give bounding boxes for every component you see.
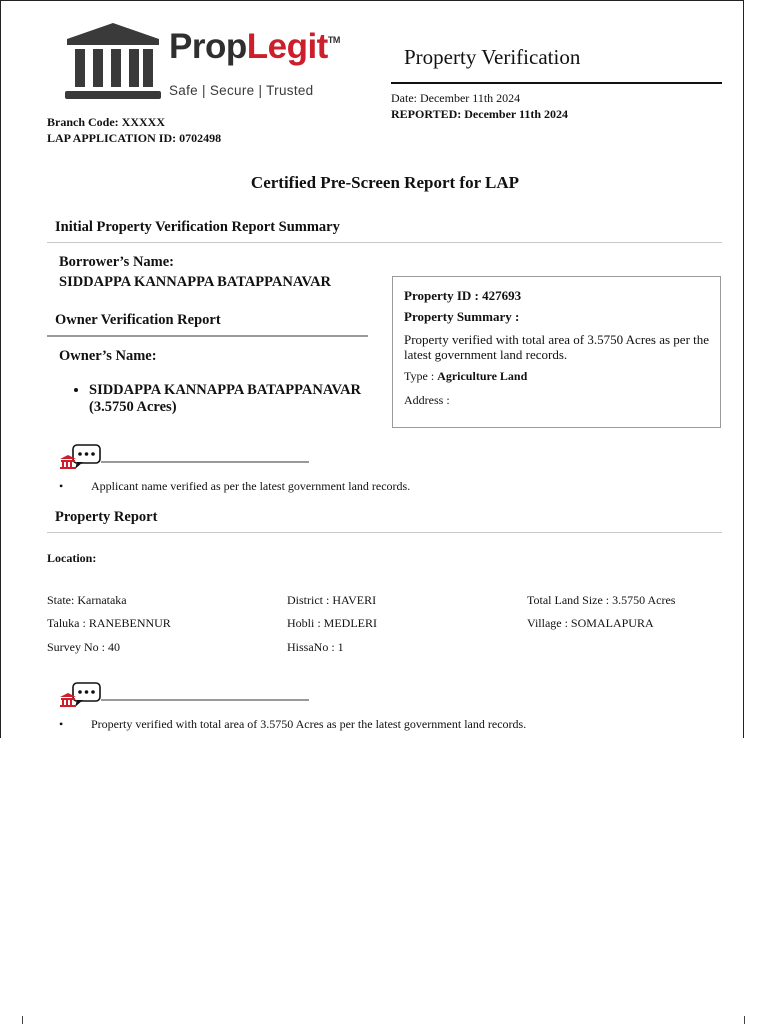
total-land-field: Total Land Size : 3.5750 Acres bbox=[527, 593, 676, 607]
report-title: Certified Pre-Screen Report for LAP bbox=[250, 173, 520, 192]
lap-application-id: LAP APPLICATION ID: 0702498 bbox=[47, 131, 222, 145]
owner-remark: Applicant name verified as per the latest government land records. bbox=[91, 479, 411, 493]
bullet-glyph: • bbox=[59, 717, 64, 731]
property-id: Property ID : 427693 bbox=[404, 288, 522, 303]
page-title: Property Verification bbox=[404, 45, 581, 69]
property-summary-text: Property verified with total area of 3.5750 Acres as per the latest government land records. bbox=[404, 332, 710, 362]
report-date: Date: December 11th 2024 bbox=[391, 91, 521, 105]
branch-code: Branch Code: XXXXX bbox=[47, 115, 165, 129]
location-label: Location: bbox=[47, 551, 97, 565]
owner-list bbox=[73, 382, 373, 416]
header-divider bbox=[391, 82, 722, 84]
proplegit-logo bbox=[63, 21, 363, 103]
owner-label: Owner’s Name: bbox=[59, 348, 157, 364]
property-summary-box bbox=[392, 276, 721, 428]
bank-chat-icon bbox=[59, 444, 103, 470]
survey-field: Survey No : 40 bbox=[47, 640, 120, 654]
summary-heading: Initial Property Verification Report Summary bbox=[55, 219, 340, 235]
taluka-field: Taluka : RANEBENNUR bbox=[47, 616, 171, 630]
state-field: State: Karnataka bbox=[47, 593, 127, 607]
property-type: Type : Agriculture Land bbox=[404, 369, 528, 383]
page-edge-mark bbox=[744, 1016, 745, 1024]
brand-tagline: Safe | Secure | Trusted bbox=[169, 83, 314, 98]
property-summary-label: Property Summary : bbox=[404, 309, 520, 324]
remark-divider bbox=[101, 461, 309, 463]
brand-name: PropLegit™ bbox=[169, 27, 340, 66]
district-field: District : HAVERI bbox=[287, 593, 377, 607]
bullet-glyph: • bbox=[59, 479, 64, 493]
village-field: Village : SOMALAPURA bbox=[527, 616, 654, 630]
property-report-divider bbox=[47, 532, 722, 533]
borrower-label: Borrower’s Name: bbox=[59, 254, 175, 270]
bank-chat-icon bbox=[59, 682, 103, 708]
owner-item: • SIDDAPPA KANNAPPA BATAPPANAVAR (3.5750 Acres) bbox=[89, 382, 373, 416]
hissa-field: HissaNo : 1 bbox=[287, 640, 344, 654]
remark-divider bbox=[101, 699, 309, 701]
property-report-heading: Property Report bbox=[55, 509, 158, 525]
property-address: Address : bbox=[404, 393, 450, 407]
reported-date: REPORTED: December 11th 2024 bbox=[391, 107, 569, 121]
owner-divider bbox=[47, 335, 368, 337]
page-edge-mark bbox=[22, 1016, 23, 1024]
summary-divider bbox=[47, 242, 722, 243]
property-remark: Property verified with total area of 3.5750 Acres as per the latest government land records. bbox=[91, 717, 527, 731]
borrower-name: SIDDAPPA KANNAPPA BATAPPANAVAR bbox=[59, 274, 332, 290]
bank-building-icon bbox=[63, 21, 163, 101]
owner-heading: Owner Verification Report bbox=[55, 312, 221, 328]
hobli-field: Hobli : MEDLERI bbox=[287, 616, 377, 630]
